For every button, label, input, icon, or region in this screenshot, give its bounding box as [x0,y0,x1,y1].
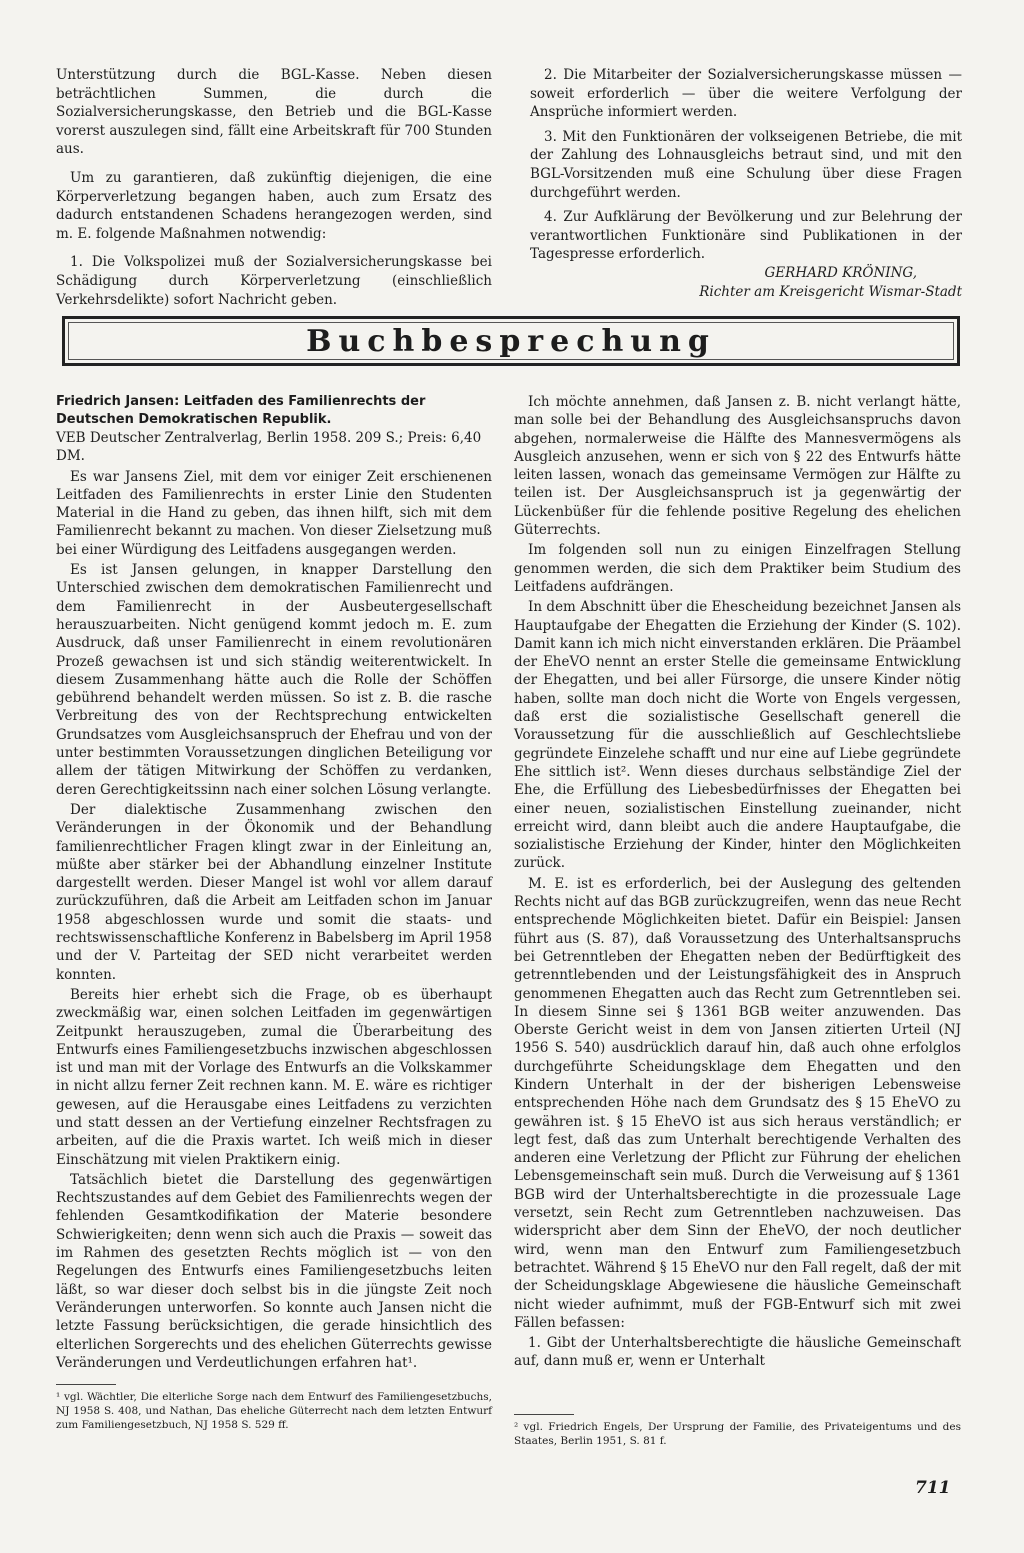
paragraph: Der dialektische Zusammenhang zwischen den Veränderungen in der Ökonomik und der Behandlung familienrechtlicher Fragen klingt zwar in der Einleitung an, müßte aber stärker bei der Abhandlung einzelner Institute dargestellt werden. Dieser Mangel ist wohl vor allem darauf zurückzuführen, daß die Arbeit am Leitfaden schon im Januar 1958 abgeschlossen wurde und somit die staats- und rechtswissenschaftliche Konferenz in Babelsberg im April 1958 und der V. Parteitag der SED nicht verarbeitet werden konnten. [56,801,492,983]
paragraph: Es ist Jansen gelungen, in knapper Darstellung den Unterschied zwischen dem demokratischen Familienrecht und dem Familienrecht in der Ausbeutergesellschaft herauszuarbeiten. Nicht genügend kommt jedoch m. E. zum Ausdruck, daß unser Familienrecht in einem revolutionären Prozeß gewachsen ist und sich ständig weiterentwickelt. In diesem Zusammenhang hätte auch die Rolle der Schöffen gebührend behandelt werden müssen. So ist z. B. die rasche Verbreitung des von der Rechtsprechung entwickelten Grundsatzes vom Ausgleichsanspruch der Ehefrau und von der unter bestimmten Voraussetzungen dinglichen Beteiligung vor allem der tätigen Mitwirkung der Schöffen zu verdanken, deren Gerechtigkeitssinn nach einer solchen Lösung verlangte. [56,562,492,798]
paragraph: Im folgenden soll nun zu einigen Einzelfragen Stellung genommen werden, die sich dem Praktiker beim Studium des Leitfadens aufdrängen. [514,542,961,595]
footnote-divider [514,1414,574,1415]
section-title-box [62,316,960,366]
paragraph: Ich möchte annehmen, daß Jansen z. B. nicht verlangt hätte, man solle bei der Behandlung des Ausgleichsanspruchs davon abgehen, normalerweise die Hälfte des Mannesvermögens als Ausgleich anzusehen, wenn er sich von § 22 des Entwurfs hätte leiten lassen, wonach das gemeinsame Vermögen zur Hälfte zu teilen ist. Der Ausgleichsanspruch ist ja gegenwärtig der Lückenbüßer für die fehlende positive Regelung des ehelichen Güterrechts. [514,394,961,539]
review-left-column [56,393,492,1374]
top-left-column [56,66,492,319]
paragraph: 1. Gibt der Unterhaltsberechtigte die häusliche Gemeinschaft auf, dann muß er, wenn er Unterhalt [514,1335,961,1370]
paragraph: Tatsächlich bietet die Darstellung des gegenwärtigen Rechtszustandes auf dem Gebiet des Familienrechts wegen der fehlenden Gesamtkodifikation der Materie besondere Schwierigkeiten; denn wenn sich auch die Praxis — soweit das im Rahmen des gesetzten Rechts möglich ist — von den Regelungen des Entwurfs eines Familiengesetzbuchs leiten läßt, so war dieser doch selbst bis in die jüngste Zeit noch Veränderungen unterworfen. So konnte auch Jansen nicht die letzte Fassung berücksichtigen, die gerade hinsichtlich des elterlichen Sorgerechts und des ehelichen Güterrechts gewisse Veränderungen und Verdeutlichungen erfahren hat¹. [56,1171,492,1371]
footnote-1: ¹ vgl. Wächtler, Die elterliche Sorge nach dem Entwurf des Familiengesetzbuchs, NJ 1958 S. 408, und Nathan, Das eheliche Güterrecht nach dem letzten Entwurf zum Familiengesetzbuch, NJ 1958 S. 529 ff. [56,1391,492,1431]
paragraph: Unterstützung durch die BGL-Kasse. Neben diesen beträchtlichen Summen, die durch die Sozialversicherungskasse, den Betrieb und die BGL-Kasse vorerst auszulegen sind, fällt eine Arbeitskraft für 700 Stunden aus. [56,67,492,158]
paragraph: 2. Die Mitarbeiter der Sozialversicherungskasse müssen — soweit erforderlich — über die weitere Verfolgung der Ansprüche informiert werden. [530,67,962,121]
footnote-2: ² vgl. Friedrich Engels, Der Ursprung der Familie, des Privateigentums und des Staates, Berlin 1951, S. 81 f. [514,1421,961,1447]
signature-name: GERHARD KRÖNING, [764,264,917,281]
paragraph: Bereits hier erhebt sich die Frage, ob es überhaupt zweckmäßig war, einen solchen Leitfaden im gegenwärtigen Zeitpunkt herauszugeben, zumal die Überarbeitung des Entwurfs eines Familiengesetzbuchs inzwischen abgeschlossen ist und man mit der Vorlage des Entwurfs an die Volkskammer in nicht allzu ferner Zeit rechnen kann. M. E. wäre es richtiger gewesen, auf die Herausgabe eines Leitfadens zu verzichten und statt dessen an der Vertiefung einzelner Rechtsfragen zu arbeiten, auf die die Praxis wartet. Ich weiß mich in dieser Einschätzung mit vielen Praktikern einig. [56,986,492,1168]
paragraph: 1. Die Volkspolizei muß der Sozialversicherungskasse bei Schädigung durch Körperverletzung (einschließlich Verkehrsdelikte) sofort Nachricht geben. [56,254,492,308]
signature-role: Richter am Kreisgericht Wismar-Stadt [699,283,962,300]
top-right-column [530,66,962,301]
publication-info: VEB Deutscher Zentralverlag, Berlin 1958. 209 S.; Preis: 6,40 DM. [56,430,482,465]
section-title: Buchbesprechung [306,323,716,359]
page-number: 711 [915,1478,951,1498]
paragraph: In dem Abschnitt über die Ehescheidung bezeichnet Jansen als Hauptaufgabe der Ehegatten die Erziehung der Kinder (S. 102). Damit kann ich mich nicht einverstanden erklären. Die Präambel der EheVO nennt an erster Stelle die gemeinsame Entwicklung der Ehegatten, und bei aller Fürsorge, die unsere Kinder nötig haben, sollte man doch nicht die Worte von Engels vergessen, daß erst die sozialistische Gesellschaft generell die Voraussetzung für die ausschließlich auf Geschlechtsliebe gegründete Einzelehe schafft und nur eine auf Liebe gegründete Ehe sittlich ist². Wenn dieses durchaus selbständige Ziel der Ehe, die Erfüllung des Liebesbedürfnisses der Ehegatten bei einer neuen, sozialistischen Einstellung zueinander, nicht erreicht wird, dann bleibt auch die andere Hauptaufgabe, die sozialistische Erziehung der Kinder, hinter den Möglichkeiten zurück. [514,599,961,872]
book-title: Friedrich Jansen: Leitfaden des Familienrechts der Deutschen Demokratischen Republik. [56,394,426,427]
footnote-divider [56,1384,116,1385]
paragraph: 4. Zur Aufklärung der Bevölkerung und zur Belehrung der verantwortlichen Funktionäre sind Publikationen in der Tagespresse erforderlich. [530,209,962,263]
paragraph: Um zu garantieren, daß zukünftig diejenigen, die eine Körperverletzung begangen haben, auch zum Ersatz des dadurch entstandenen Schadens herangezogen werden, sind m. E. folgende Maßnahmen notwendig: [56,169,492,242]
review-right-column [514,393,961,1373]
paragraph: 3. Mit den Funktionären der volkseigenen Betriebe, die mit der Zahlung des Lohnausgleichs betraut sind, und mit den BGL-Vorsitzenden muß eine Schulung über diese Fragen durchgeführt werden. [530,128,962,201]
signature [530,264,962,301]
paragraph: M. E. ist es erforderlich, bei der Auslegung des geltenden Rechts nicht auf das BGB zurückzugreifen, wenn das neue Recht entsprechende Möglichkeiten bietet. Dafür ein Beispiel: Jansen führt aus (S. 87), daß Voraussetzung des Unterhaltsanspruchs bei Getrenntleben der Ehegatten neben der Bedürftigkeit des getrenntlebenden und der Leistungsfähigkeit des in Anspruch genommenen Ehegatten auch das Recht zum Getrenntleben sei. In diesem Sinne sei § 1361 BGB weiter anzuwenden. Das Oberste Gericht weist in dem von Jansen zitierten Urteil (NJ 1956 S. 540) ausdrücklich darauf hin, daß auch ohne erfolglos durchgeführte Scheidungsklage dem Ehegatten und den Kindern Unterhalt in der der bisherigen Lebensweise entsprechenden Höhe nach dem Grundsatz des § 15 EheVO zu gewähren ist. § 15 EheVO ist aus sich heraus verständlich; er legt fest, daß das zum Unterhalt berechtigende Verhalten des anderen eine Verletzung der Pflicht zur Führung der ehelichen Lebensgemeinschaft sein muß. Durch die Verweisung auf § 1361 BGB wird der Unterhaltsberechtigte in die prozessuale Lage versetzt, sein Recht zum Getrenntleben nachzuweisen. Das widerspricht aber dem Sinn der EheVO, der noch deutlicher wird, wenn man den Entwurf zum Familiengesetzbuch betrachtet. Während § 15 EheVO nur den Fall regelt, daß der mit der Scheidungsklage Abgewiesene die häusliche Gemeinschaft nicht wieder aufnimmt, muß der FGB-Entwurf sich mit zwei Fällen befassen: [514,875,961,1331]
paragraph: Es war Jansens Ziel, mit dem vor einiger Zeit erschienenen Leitfaden des Familienrechts in erster Linie den Studenten Material in die Hand zu geben, das ihnen hilft, sich mit dem Familienrecht bekannt zu machen. Von dieser Zielsetzung muß bei einer Würdigung des Leitfadens ausgegangen werden. [56,468,492,558]
